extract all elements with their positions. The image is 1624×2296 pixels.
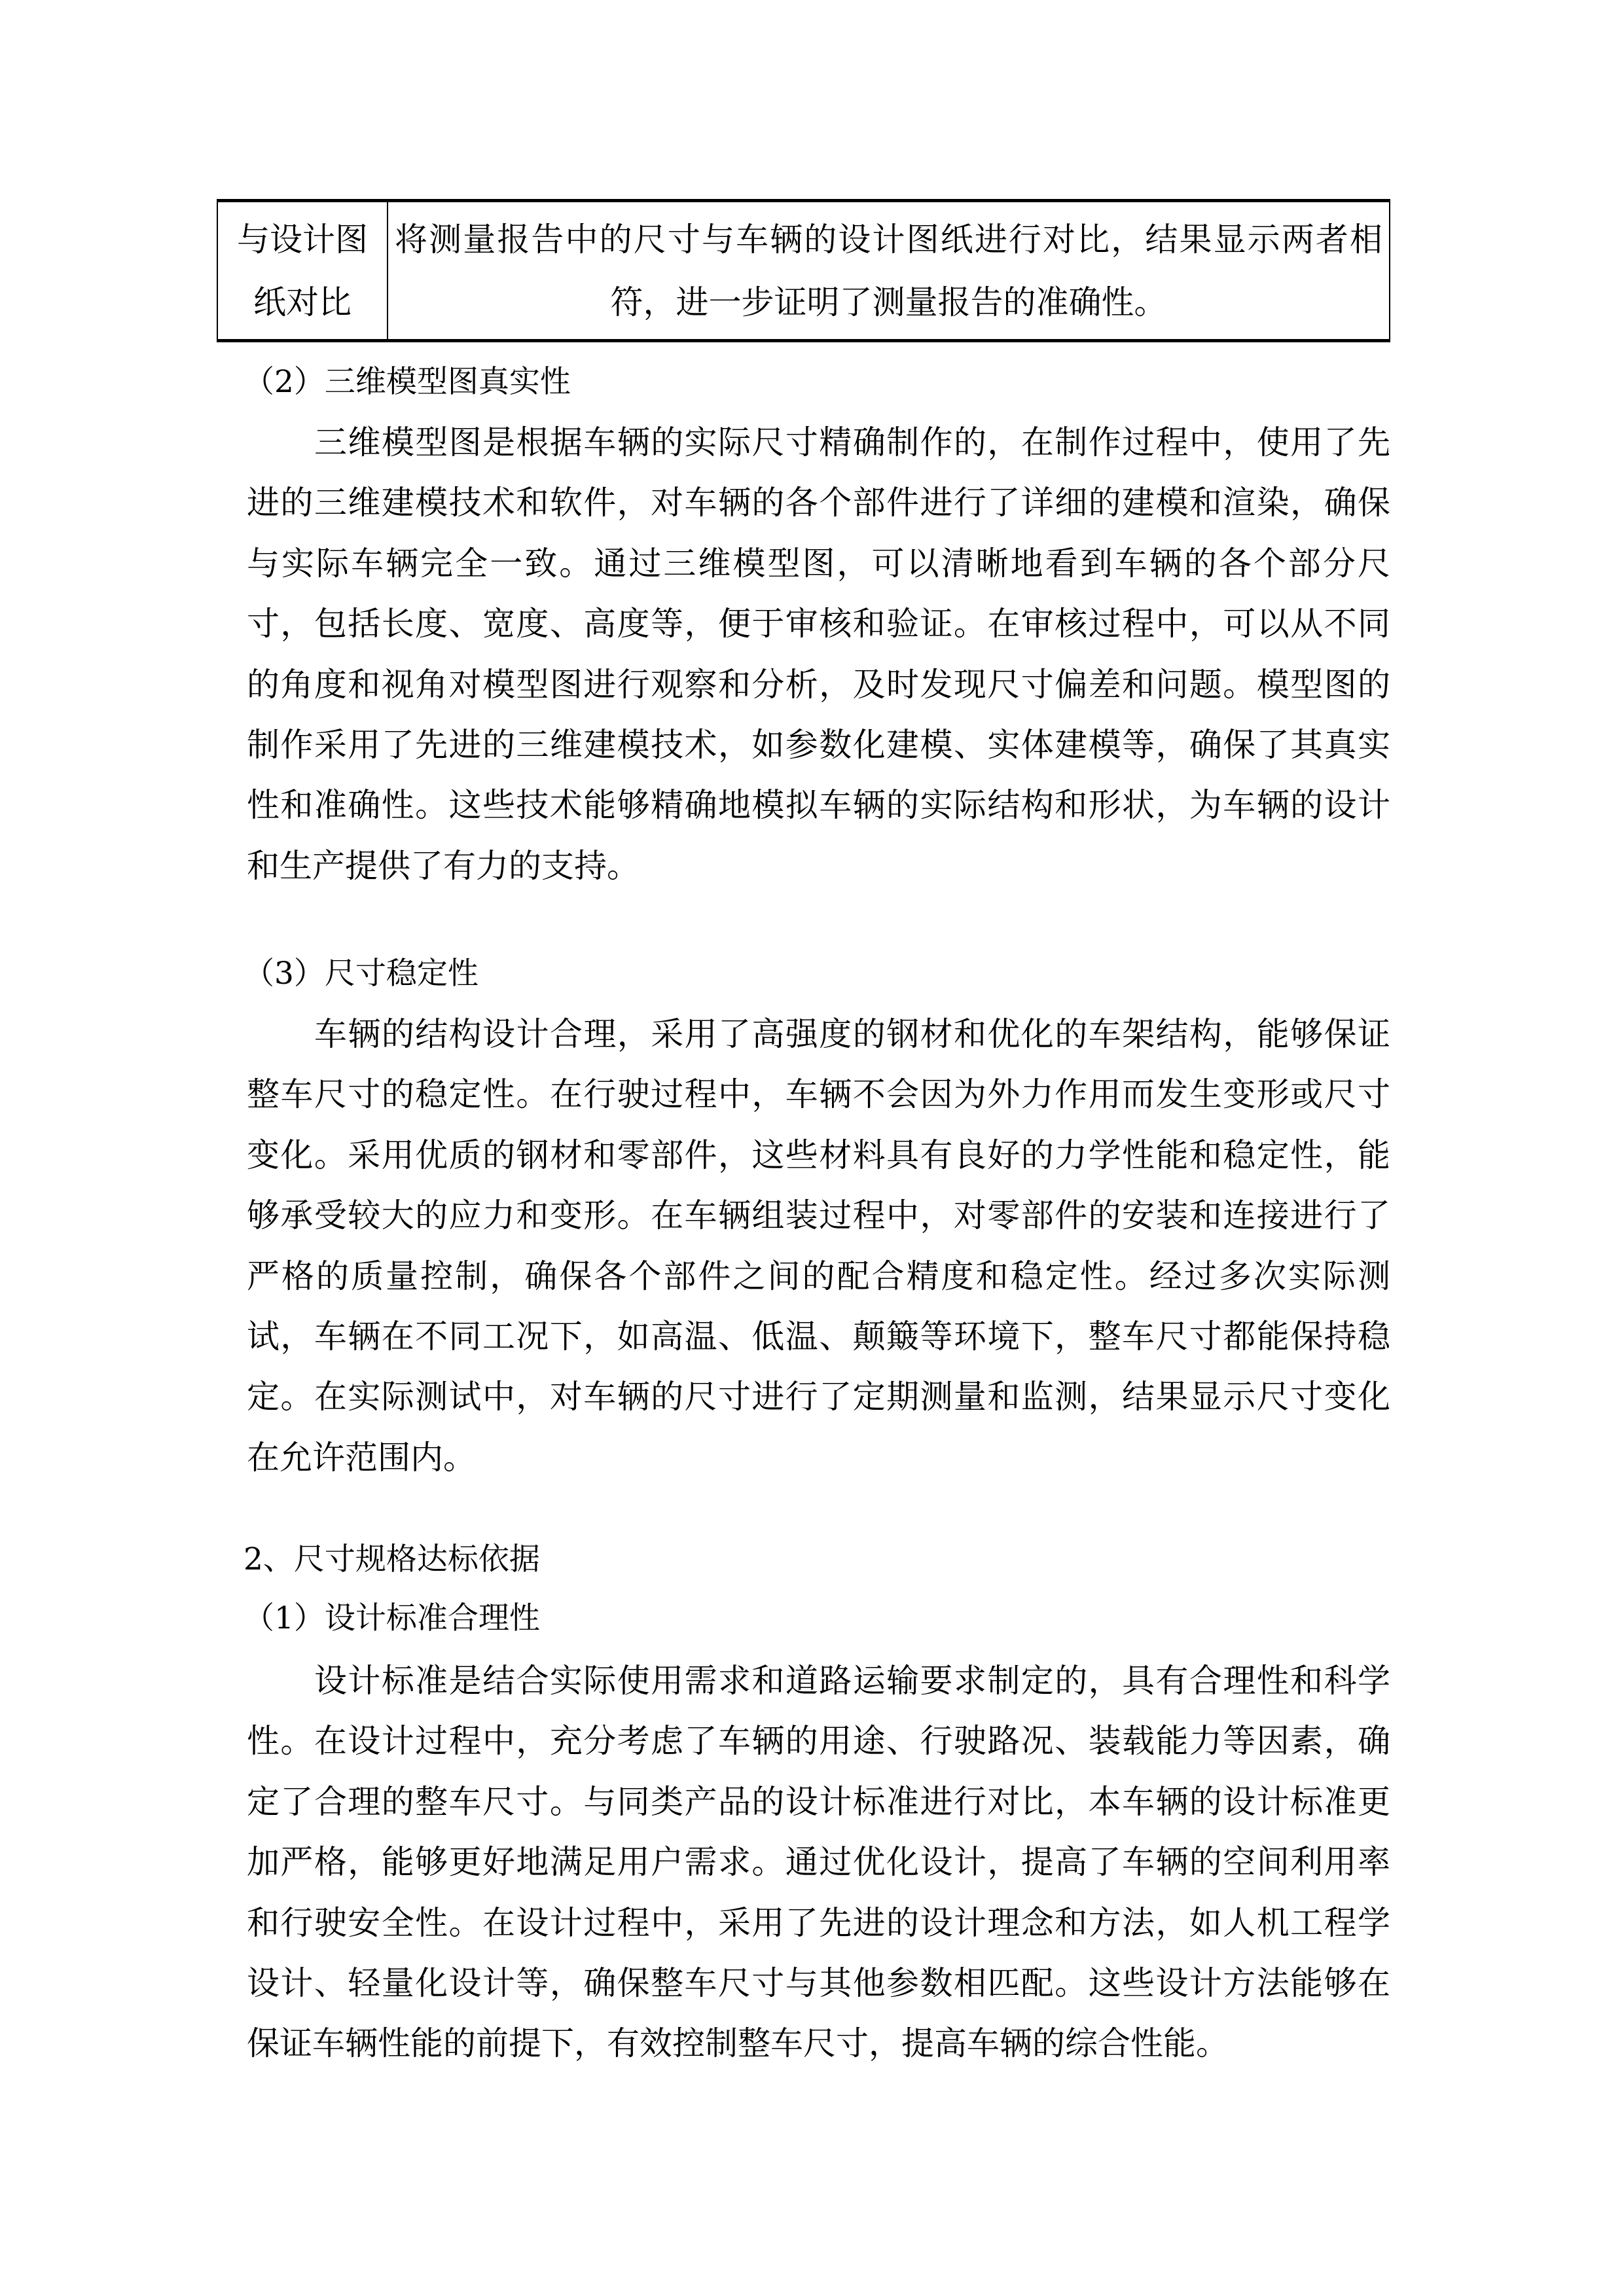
paragraph-line: 与实际车辆完全一致。通过三维模型图，可以清晰地看到车辆的各个部分尺 <box>247 544 1390 583</box>
section-title: 2、尺寸规格达标依据 <box>244 1541 540 1577</box>
paragraph-line: 够承受较大的应力和变形。在车辆组装过程中，对零部件的安装和连接进行了 <box>247 1196 1390 1235</box>
paragraph-line: 试，车辆在不同工况下，如高温、低温、颠簸等环境下，整车尺寸都能保持稳 <box>247 1318 1390 1355</box>
paragraph-line: 进的三维建模技术和软件，对车辆的各个部件进行了详细的建模和渲染，确保 <box>247 484 1390 522</box>
row-content-cell <box>388 201 1390 341</box>
row-content-line: 将测量报告中的尺寸与车辆的设计图纸进行对比，结果显示两者相 <box>395 220 1382 259</box>
subsection-heading: （2）三维模型图真实性 <box>244 364 571 400</box>
paragraph-line: 的角度和视角对模型图进行观察和分析，及时发现尺寸偏差和问题。模型图的 <box>247 665 1390 704</box>
paragraph-line: 在允许范围内。 <box>247 1438 476 1477</box>
paragraph-line: 性。在设计过程中，充分考虑了车辆的用途、行驶路况、装载能力等因素，确 <box>247 1722 1390 1761</box>
paragraph-line: 加严格，能够更好地满足用户需求。通过优化设计，提高了车辆的空间利用率 <box>247 1843 1390 1882</box>
paragraph-line: 定了合理的整车尺寸。与同类产品的设计标准进行对比，本车辆的设计标准更 <box>247 1782 1390 1821</box>
subsection-heading: （3）尺寸稳定性 <box>244 956 478 992</box>
table-row <box>217 201 1390 341</box>
paragraph-line: 车辆的结构设计合理，采用了高强度的钢材和优化的车架结构，能够保证 <box>314 1015 1390 1053</box>
paragraph-line: 设计、轻量化设计等，确保整车尺寸与其他参数相匹配。这些设计方法能够在 <box>247 1964 1390 2002</box>
paragraph-line: 设计标准是结合实际使用需求和道路运输要求制定的，具有合理性和科学 <box>314 1662 1390 1700</box>
paragraph-line: 制作采用了先进的三维建模技术，如参数化建模、实体建模等，确保了其真实 <box>247 726 1390 764</box>
row-label-line: 与设计图 <box>237 220 368 259</box>
paragraph-line: 三维模型图是根据车辆的实际尺寸精确制作的，在制作过程中，使用了先 <box>314 423 1390 461</box>
paragraph-line: 性和准确性。这些技术能够精确地模拟车辆的实际结构和形状，为车辆的设计 <box>247 786 1390 825</box>
paragraph-line: 整车尺寸的稳定性。在行驶过程中，车辆不会因为外力作用而发生变形或尺寸 <box>247 1075 1390 1114</box>
paragraph-line: 寸，包括长度、宽度、高度等，便于审核和验证。在审核过程中，可以从不同 <box>247 605 1390 643</box>
paragraph-line: 和生产提供了有力的支持。 <box>247 846 640 885</box>
paragraph-line: 保证车辆性能的前提下，有效控制整车尺寸，提高车辆的综合性能。 <box>247 2024 1229 2063</box>
row-label-cell <box>217 201 388 341</box>
row-label-line: 纸对比 <box>253 283 352 321</box>
paragraph-line: 定。在实际测试中，对车辆的尺寸进行了定期测量和监测，结果显示尺寸变化 <box>247 1378 1390 1416</box>
comparison-table <box>217 199 1390 342</box>
subsection-heading: （1）设计标准合理性 <box>244 1600 540 1636</box>
paragraph-line: 严格的质量控制，确保各个部件之间的配合精度和稳定性。经过多次实际测 <box>247 1257 1390 1295</box>
paragraph-line: 变化。采用优质的钢材和零部件，这些材料具有良好的力学性能和稳定性，能 <box>247 1136 1390 1174</box>
row-content-line: 符，进一步证明了测量报告的准确性。 <box>610 283 1167 321</box>
paragraph-line: 和行驶安全性。在设计过程中，采用了先进的设计理念和方法，如人机工程学 <box>247 1903 1390 1942</box>
